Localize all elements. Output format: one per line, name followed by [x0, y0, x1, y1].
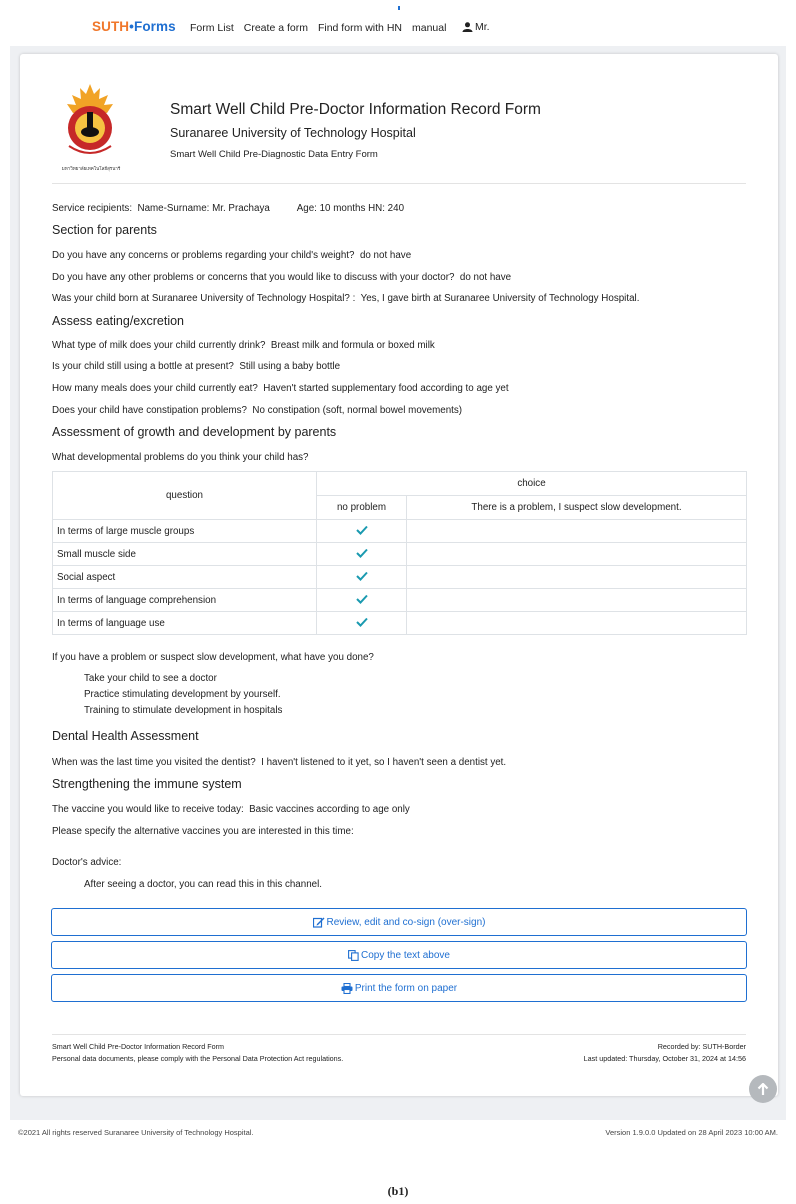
card-footer-recorded-by: Recorded by: SUTH-Border — [657, 1042, 746, 1051]
copy-text-button[interactable] — [51, 941, 747, 969]
edit-sign-icon — [313, 917, 325, 928]
no-problem-cell — [317, 520, 407, 543]
eating-a2: Still using a baby bottle — [239, 361, 341, 372]
row-label: In terms of language comprehension — [53, 589, 317, 612]
logo-text: มหาวิทยาลัยเทคโนโลยีสุรนารี — [61, 166, 121, 171]
copy-button-label: Copy the text above — [361, 949, 450, 961]
list-item: Take your child to see a doctor — [84, 673, 217, 684]
col-header-problem: There is a problem, I suspect slow development. — [407, 496, 747, 520]
eating-q1: What type of milk does your child currently drink? Breast milk and formula or boxed milk — [52, 340, 435, 351]
eating-q4: Does your child have constipation problems? No constipation (soft, normal bowel movements) — [52, 405, 463, 416]
table-row — [53, 543, 747, 566]
row-label: Small muscle side — [53, 543, 317, 566]
table-row — [53, 520, 747, 543]
problem-cell — [407, 566, 747, 589]
patient-info — [52, 203, 404, 214]
growth-question: What developmental problems do you think your child has? — [52, 452, 309, 463]
list-item: Practice stimulating development by yourself. — [84, 689, 281, 700]
col-header-no-problem: no problem — [317, 496, 407, 520]
review-button-label: Review, edit and co-sign (over-sign) — [326, 916, 486, 928]
table-row — [53, 612, 747, 635]
row-label: In terms of large muscle groups — [53, 520, 317, 543]
brand-part-suth: SUTH — [92, 19, 130, 34]
table-row — [53, 566, 747, 589]
brand-logo[interactable] — [92, 19, 176, 34]
eating-q2: Is your child still using a bottle at present? Still using a baby bottle — [52, 361, 341, 372]
user-name: Mr. — [475, 21, 490, 33]
immune-q2: Please specify the alternative vaccines you are interested in this time: — [52, 826, 354, 837]
parents-a1: do not have — [359, 250, 412, 261]
eating-a3: Haven't started supplementary food according to age yet — [263, 383, 509, 394]
hospital-seal-logo — [55, 82, 125, 162]
print-form-button[interactable] — [51, 974, 747, 1002]
section-heading-immune: Strengthening the immune system — [52, 777, 242, 791]
scroll-to-top-button[interactable] — [749, 1075, 777, 1103]
check-icon — [356, 594, 368, 604]
form-title: Smart Well Child Pre-Doctor Information Record Form — [170, 101, 541, 118]
development-table — [52, 471, 747, 635]
problem-cell — [407, 589, 747, 612]
brand-separator: • — [129, 19, 134, 34]
parents-q1: Do you have any concerns or problems regarding your child's weight? do not have — [52, 250, 412, 261]
parents-a2: do not have — [459, 272, 512, 283]
nav-create-form[interactable]: Create a form — [243, 22, 308, 34]
eating-a4: No constipation (soft, normal bowel movements) — [252, 405, 463, 416]
advice-label: Doctor's advice: — [52, 857, 122, 868]
section-heading-growth: Assessment of growth and development by parents — [52, 425, 337, 439]
advice-text: After seeing a doctor, you can read this in this channel. — [84, 879, 322, 890]
list-item: Training to stimulate development in hospitals — [84, 705, 283, 716]
footer-divider — [52, 1034, 746, 1035]
immune-q1: The vaccine you would like to receive today: Basic vaccines according to age only — [52, 804, 410, 815]
parents-a3: Yes, I gave birth at Suranaree University of Technology Hospital. — [360, 293, 640, 304]
check-icon — [356, 548, 368, 558]
review-cosign-button[interactable] — [51, 908, 747, 936]
check-icon — [356, 571, 368, 581]
section-heading-eating: Assess eating/excretion — [52, 314, 185, 328]
immune-a1: Basic vaccines according to age only — [249, 804, 410, 815]
row-label: In terms of language use — [53, 612, 317, 635]
col-header-question: question — [53, 472, 317, 520]
parents-q3: Was your child born at Suranaree University of Technology Hospital? : Yes, I gave birth at Suranaree University of Technology Hospital. — [52, 293, 640, 304]
card-footer-last-updated: Last updated: Thursday, October 31, 2024 at 14:56 — [583, 1054, 746, 1063]
nav-manual[interactable]: manual — [411, 22, 447, 34]
printer-icon — [341, 983, 353, 994]
top-navbar — [0, 0, 796, 46]
user-icon — [462, 22, 473, 32]
figure-caption — [0, 1184, 796, 1199]
card-footer-pdpa-note: Personal data documents, please comply with the Personal Data Protection Act regulations. — [52, 1054, 344, 1063]
form-subtitle: Suranaree University of Technology Hospital — [170, 126, 416, 140]
no-problem-cell — [317, 612, 407, 635]
no-problem-cell — [317, 589, 407, 612]
nav-user-menu[interactable] — [462, 21, 490, 33]
patient-name: Name-Surname: Mr. Prachaya — [137, 203, 270, 214]
eating-q3: How many meals does your child currently eat? Haven't started supplementary food according to age yet — [52, 383, 509, 394]
check-icon — [356, 525, 368, 535]
patient-age-hn: Age: 10 months HN: 240 — [296, 203, 405, 214]
no-problem-cell — [317, 566, 407, 589]
problem-cell — [407, 543, 747, 566]
followup-question: If you have a problem or suspect slow development, what have you done? — [52, 652, 374, 663]
col-header-choice: choice — [317, 472, 747, 496]
check-icon — [356, 617, 368, 627]
page-copyright: ©2021 All rights reserved Suranaree University of Technology Hospital. — [18, 1128, 254, 1137]
no-problem-cell — [317, 543, 407, 566]
form-subtitle-secondary: Smart Well Child Pre-Diagnostic Data Entry Form — [170, 149, 378, 160]
patient-label: Service recipients: — [52, 203, 133, 214]
brand-part-forms: Forms — [133, 19, 176, 34]
dental-a1: I haven't listened to it yet, so I haven't seen a dentist yet. — [261, 757, 507, 768]
table-row — [53, 589, 747, 612]
row-label: Social aspect — [53, 566, 317, 589]
loading-indicator — [398, 6, 400, 10]
problem-cell — [407, 612, 747, 635]
copy-icon — [348, 950, 359, 961]
parents-q2: Do you have any other problems or concerns that you would like to discuss with your doctor? do not have — [52, 272, 512, 283]
eating-a1: Breast milk and formula or boxed milk — [270, 340, 435, 351]
nav-find-form-hn[interactable]: Find form with HN — [317, 22, 402, 34]
arrow-up-icon — [757, 1083, 769, 1096]
section-heading-parents: Section for parents — [52, 223, 157, 237]
page-version: Version 1.9.0.0 Updated on 28 April 2023 10:00 AM. — [605, 1128, 778, 1137]
problem-cell — [407, 520, 747, 543]
nav-links — [190, 22, 446, 34]
print-button-label: Print the form on paper — [354, 982, 458, 994]
header-divider — [52, 183, 746, 184]
dental-q1: When was the last time you visited the dentist? I haven't listened to it yet, so I haven't seen a dentist yet. — [52, 757, 507, 768]
card-footer-form-name: Smart Well Child Pre-Doctor Information Record Form — [52, 1042, 225, 1051]
caption-label: (b1) — [387, 1184, 409, 1198]
section-heading-dental: Dental Health Assessment — [52, 729, 199, 743]
nav-form-list[interactable]: Form List — [190, 22, 234, 34]
